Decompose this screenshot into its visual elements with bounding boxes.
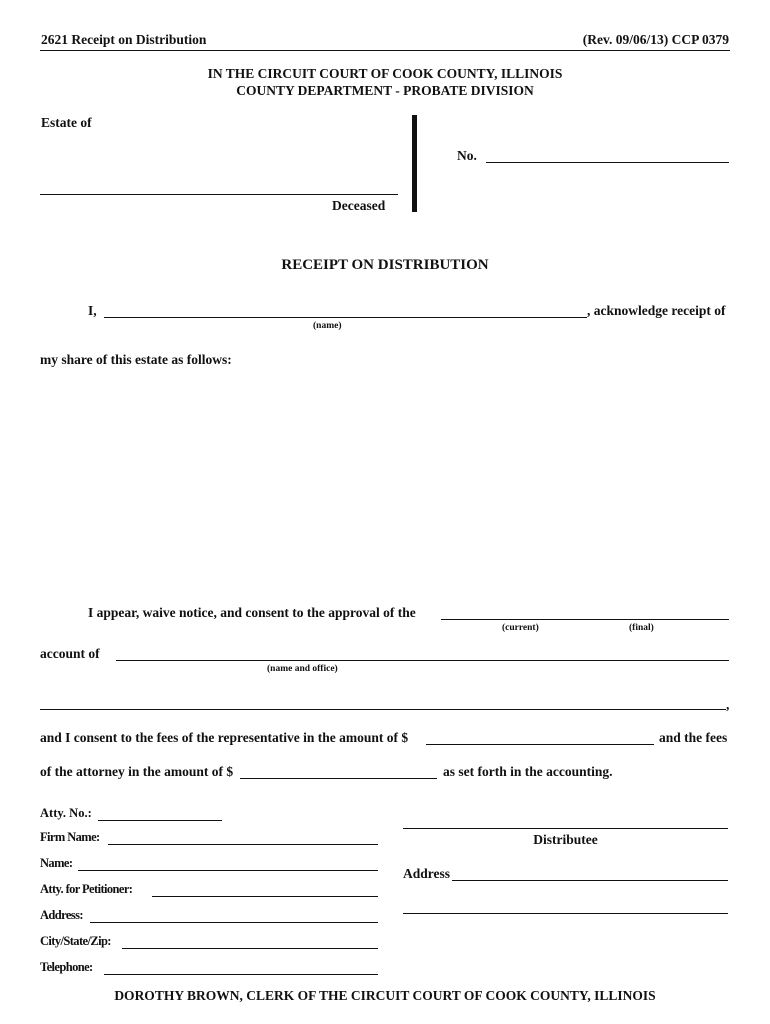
clerk-footer: DOROTHY BROWN, CLERK OF THE CIRCUIT COURT OF COOK COUNTY, ILLINOIS bbox=[114, 988, 656, 1003]
representative-field[interactable] bbox=[116, 646, 729, 661]
case-number-label: No. bbox=[457, 148, 477, 163]
current-hint: (current) bbox=[502, 623, 539, 633]
account-type-field[interactable] bbox=[441, 605, 729, 620]
city-state-zip-field[interactable] bbox=[122, 934, 378, 949]
decedent-name-field[interactable] bbox=[40, 180, 398, 195]
firm-name-field[interactable] bbox=[108, 830, 378, 845]
attorney-address-label: Address: bbox=[40, 908, 83, 922]
approval-label: I appear, waive notice, and consent to the approval of the bbox=[88, 605, 416, 620]
distributee-label: Distributee bbox=[533, 832, 598, 847]
attorney-name-field[interactable] bbox=[78, 856, 378, 871]
header-rule bbox=[40, 50, 730, 51]
form-id: 2621 Receipt on Distribution bbox=[41, 32, 207, 47]
representative-fees-field[interactable] bbox=[426, 730, 654, 745]
name-hint: (name) bbox=[313, 321, 342, 331]
acknowledge-receipt-label: , acknowledge receipt of bbox=[587, 303, 726, 318]
representative-field-continued[interactable] bbox=[40, 695, 726, 710]
distributee-address-field-2[interactable] bbox=[403, 899, 728, 914]
atty-no-label: Atty. No.: bbox=[40, 806, 92, 820]
case-number-field[interactable] bbox=[486, 148, 729, 163]
final-hint: (final) bbox=[629, 623, 654, 633]
i-label: I, bbox=[88, 303, 97, 318]
revision-code: (Rev. 09/06/13) CCP 0379 bbox=[582, 32, 729, 47]
account-of-label: account of bbox=[40, 646, 100, 661]
caption-divider bbox=[412, 115, 417, 212]
distributee-address-field[interactable] bbox=[452, 866, 728, 881]
distributee-name-field[interactable] bbox=[104, 303, 587, 318]
atty-for-petitioner-field[interactable] bbox=[152, 882, 378, 897]
city-state-zip-label: City/State/Zip: bbox=[40, 934, 111, 948]
distributee-signature-field[interactable] bbox=[403, 814, 728, 829]
firm-name-label: Firm Name: bbox=[40, 830, 100, 844]
share-label: my share of this estate as follows: bbox=[40, 352, 232, 367]
atty-no-field[interactable] bbox=[98, 806, 222, 821]
telephone-field[interactable] bbox=[104, 960, 378, 975]
share-description-area[interactable] bbox=[40, 375, 730, 590]
telephone-label: Telephone: bbox=[40, 960, 93, 974]
distributee-address-label: Address bbox=[403, 866, 451, 881]
attorney-fees-label: of the attorney in the amount of $ bbox=[40, 764, 234, 779]
deceased-label: Deceased bbox=[332, 198, 386, 213]
attorney-address-field[interactable] bbox=[90, 908, 378, 923]
set-forth-label: as set forth in the accounting. bbox=[443, 764, 613, 779]
atty-for-petitioner-label: Atty. for Petitioner: bbox=[40, 882, 133, 896]
trailing-comma: , bbox=[726, 697, 730, 712]
form-title: RECEIPT ON DISTRIBUTION bbox=[281, 257, 489, 273]
representative-fees-label: and I consent to the fees of the representative in the amount of $ bbox=[40, 730, 409, 745]
court-division: COUNTY DEPARTMENT - PROBATE DIVISION bbox=[236, 83, 534, 98]
name-office-hint: (name and office) bbox=[267, 664, 338, 674]
court-name: IN THE CIRCUIT COURT OF COOK COUNTY, ILLINOIS bbox=[207, 66, 563, 81]
attorney-name-label: Name: bbox=[40, 856, 73, 870]
estate-of-label: Estate of bbox=[41, 115, 92, 130]
and-the-fees-label: and the fees bbox=[659, 730, 728, 745]
attorney-fees-field[interactable] bbox=[240, 764, 437, 779]
